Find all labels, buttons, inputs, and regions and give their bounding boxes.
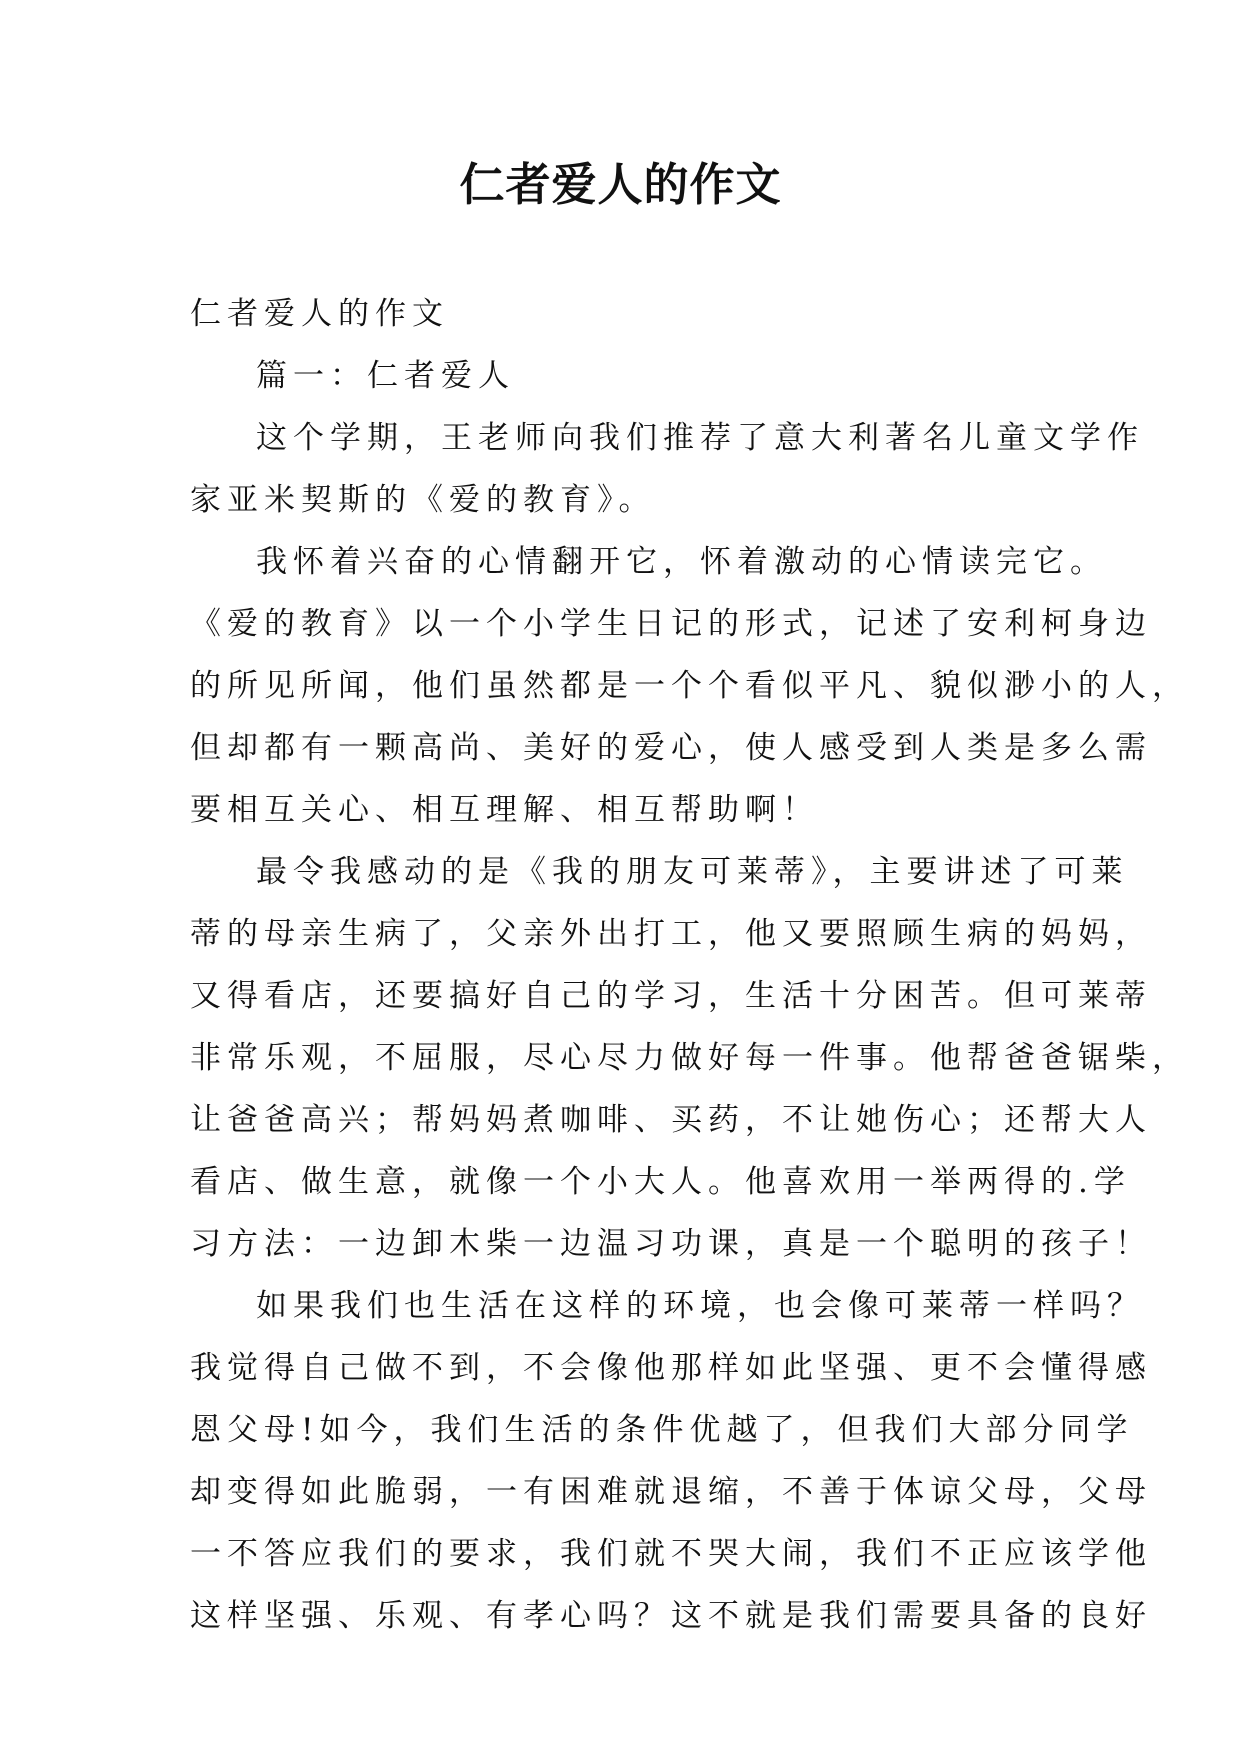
text-line: 恩父母!如今，我们生活的条件优越了，但我们大部分同学 [190,1412,1134,1448]
text-line: 的所见所闻，他们虽然都是一个个看似平凡、貌似渺小的人， [190,668,1189,704]
document-body [190,283,1189,1647]
text-line: 《爱的教育》以一个小学生日记的形式，记述了安利柯身边 [190,606,1152,642]
text-line: 最令我感动的是《我的朋友可莱蒂》，主要讲述了可莱 [256,854,1129,890]
text-line: 非常乐观，不屈服，尽心尽力做好每一件事。他帮爸爸锯柴， [190,1040,1189,1076]
text-line: 又得看店，还要搞好自己的学习，生活十分困苦。但可莱蒂 [190,978,1152,1014]
document-title: 仁者爱人的作文 [459,158,782,211]
text-line: 这个学期，王老师向我们推荐了意大利著名儿童文学作 [256,420,1144,456]
text-line: 如果我们也生活在这样的环境，也会像可莱蒂一样吗？ [256,1288,1144,1324]
text-line: 篇一：仁者爱人 [256,358,515,394]
text-line: 让爸爸高兴；帮妈妈煮咖啡、买药，不让她伤心；还帮大人 [190,1102,1152,1138]
text-line: 我觉得自己做不到，不会像他那样如此坚强、更不会懂得感 [190,1350,1152,1386]
text-line: 仁者爱人的作文 [190,296,449,332]
text-line: 要相互关心、相互理解、相互帮助啊！ [190,792,819,828]
text-line: 看店、做生意，就像一个小大人。他喜欢用一举两得的.学 [190,1164,1131,1200]
text-line: 但却都有一颗高尚、美好的爱心，使人感受到人类是多么需 [190,730,1152,766]
text-line: 我怀着兴奋的心情翻开它，怀着激动的心情读完它。 [256,544,1107,580]
text-line: 家亚米契斯的《爱的教育》。 [190,482,656,518]
text-line: 却变得如此脆弱，一有困难就退缩，不善于体谅父母，父母 [190,1474,1152,1510]
text-line: 习方法：一边卸木柴一边温习功课，真是一个聪明的孩子！ [190,1226,1152,1262]
text-line: 一不答应我们的要求，我们就不哭大闹，我们不正应该学他 [190,1536,1152,1572]
text-line: 这样坚强、乐观、有孝心吗？这不就是我们需要具备的良好 [190,1598,1152,1634]
text-line: 蒂的母亲生病了，父亲外出打工，他又要照顾生病的妈妈， [190,916,1152,952]
